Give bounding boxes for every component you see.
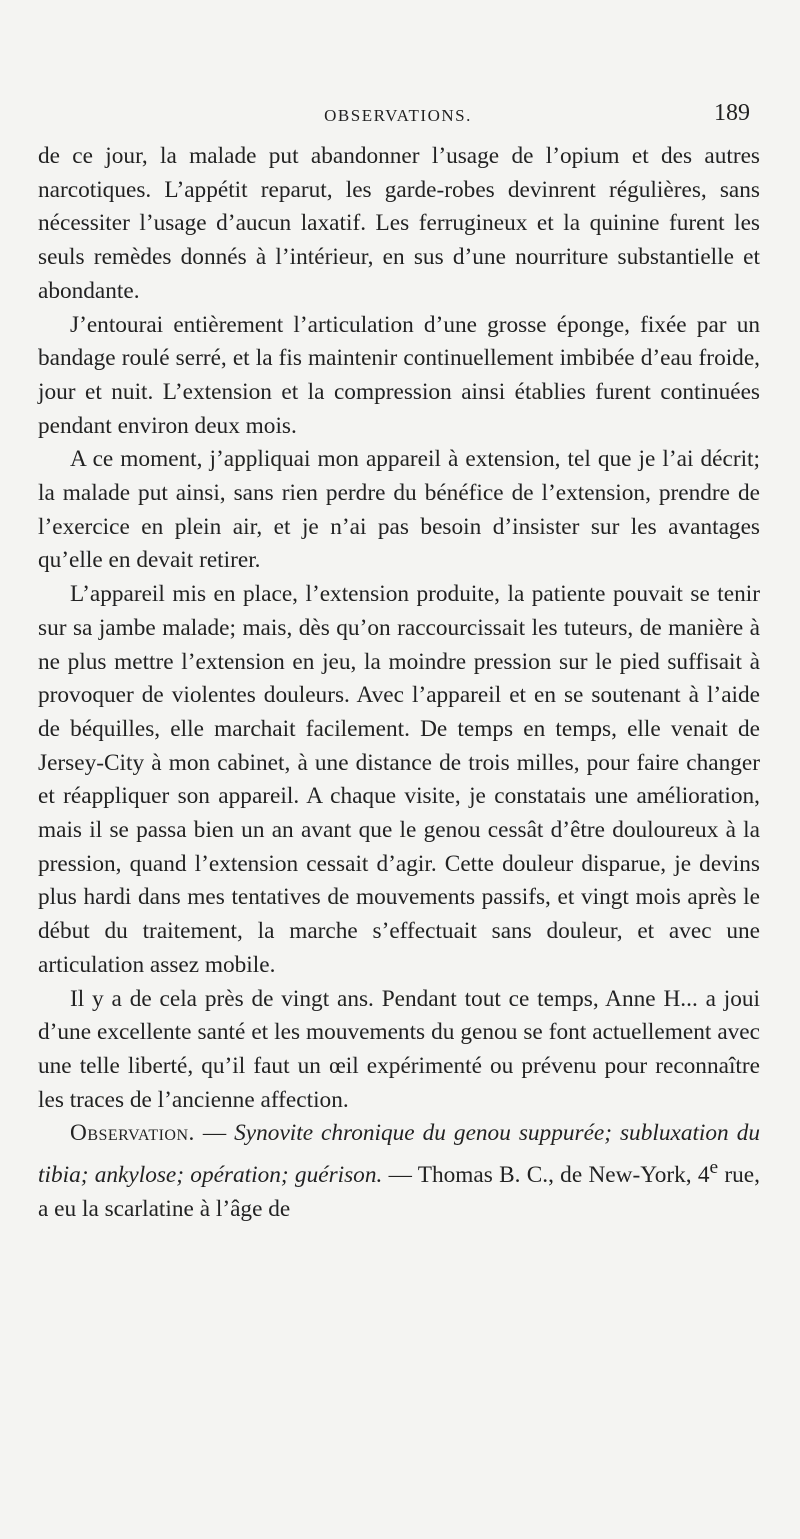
observation-dash-2: —	[382, 1161, 418, 1188]
page-number: 189	[714, 100, 750, 126]
observation-title: Synovite chronique du genou suppurée; subluxation du tibia; ankylose; opération; guérison.	[38, 1120, 760, 1188]
running-title: OBSERVATIONS.	[324, 106, 472, 125]
observation-dash-1: —	[194, 1120, 235, 1147]
observation-paragraph	[38, 1117, 760, 1226]
paragraph-1: de ce jour, la malade put abandonner l’usage de l’opium et des autres narcotiques. L’appétit reparut, les garde-robes devinrent régulières, sans nécessiter l’usage d’aucun laxatif. Les ferrugineux et la quinine furent les seuls remèdes donnés à l’intérieur, en sus d’une nourriture substantielle et abondante.	[38, 143, 760, 304]
paragraph-4: L’appareil mis en place, l’extension produite, la patiente pouvait se tenir sur sa jambe malade; mais, dès qu’on raccourcissait les tuteurs, de manière à ne plus mettre l’extension en jeu, la moindre pression sur le pied suffisait à provoquer de violentes douleurs. Avec l’appareil et en se soutenant à l’aide de béquilles, elle marchait facilement. De temps en temps, elle venait de Jersey-City à mon cabinet, à une distance de trois milles, pour faire changer et réappliquer son appareil. A chaque visite, je constatais une amélioration, mais il se passa bien un an avant que le genou cessât d’être douloureux à la pression, quand l’extension cessait d’agir. Cette douleur disparue, je devins plus hardi dans mes tentatives de mouvements passifs, et vingt mois après le début du traitement, la marche s’effectuait sans douleur, et avec une articulation assez mobile.	[38, 581, 760, 978]
ordinal-superscript: e	[709, 1157, 719, 1179]
paragraph-2: J’entourai entièrement l’articulation d’une grosse éponge, fixée par un bandage roulé serré, et la fis maintenir continuellement imbibée d’eau froide, jour et nuit. L’extension et la compression ainsi établies furent continuées pendant environ deux mois.	[38, 311, 760, 439]
observation-label: Observation.	[70, 1120, 195, 1147]
observation-text-start: Thomas B. C., de New-York, 4	[417, 1161, 710, 1188]
page-header	[38, 100, 758, 132]
page-body	[38, 140, 760, 1226]
paragraph-3: A ce moment, j’appliquai mon appareil à extension, tel que je l’ai décrit; la malade put ainsi, sans rien perdre du bénéfice de l’extension, prendre de l’exercice en plein air, et je n’ai pas besoin d’insister sur les avantages qu’elle en devait retirer.	[38, 446, 760, 574]
observation-text-end: rue, a eu la scarlatine à l’âge de	[38, 1161, 760, 1222]
paragraph-5: Il y a de cela près de vingt ans. Pendant tout ce temps, Anne H... a joui d’une excellente santé et les mouvements du genou se font actuellement avec une telle liberté, qu’il faut un œil expérimenté ou prévenu pour reconnaître les traces de l’ancienne affection.	[38, 985, 760, 1113]
